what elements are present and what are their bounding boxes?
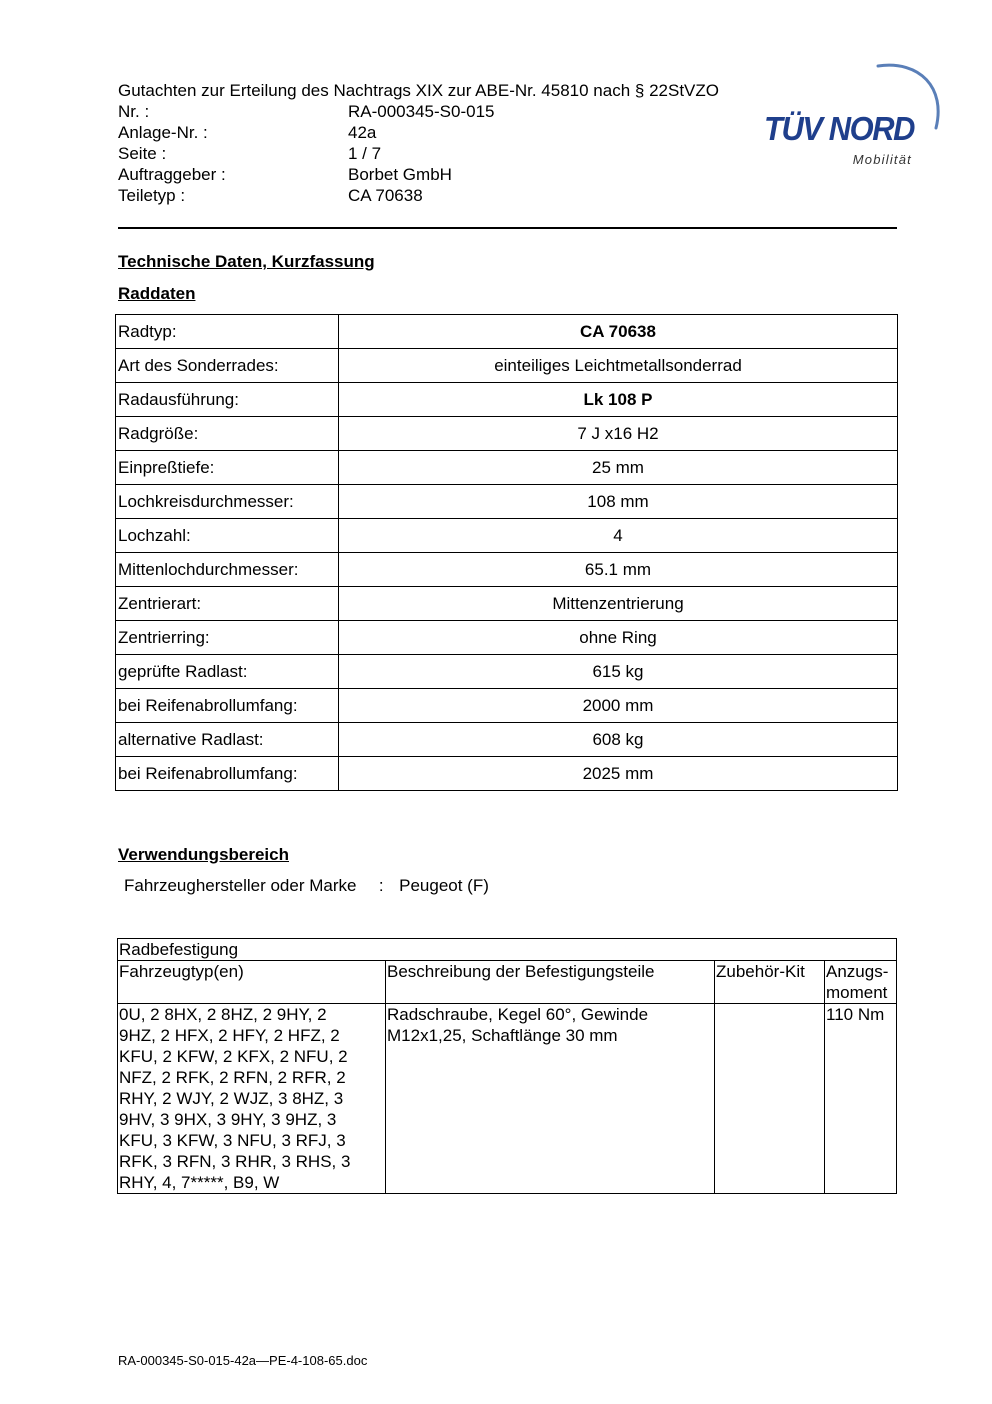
table-row — [116, 655, 898, 689]
raddaten-value: 2025 mm — [339, 757, 898, 791]
raddaten-value: 615 kg — [339, 655, 898, 689]
table-row — [116, 315, 898, 349]
raddaten-value: Mittenzentrierung — [339, 587, 898, 621]
table-header-row — [118, 961, 897, 1004]
beschreibung-line: Radschraube, Kegel 60°, Gewinde — [387, 1005, 649, 1024]
header-value: 42a — [348, 123, 377, 142]
header-value: Borbet GmbH — [348, 165, 452, 184]
fahrzeugtyp-line: KFU, 2 KFW, 2 KFX, 2 NFU, 2 — [119, 1047, 348, 1066]
fahrzeugtyp-line: 9HV, 3 9HX, 3 9HY, 3 9HZ, 3 — [119, 1110, 337, 1129]
footer-filename: RA-000345-S0-015-42a—PE-4-108-65.doc — [118, 1353, 368, 1368]
raddaten-value: einteiliges Leichtmetallsonderrad — [339, 349, 898, 383]
raddaten-label: geprüfte Radlast: — [116, 655, 339, 689]
raddaten-label: Einpreßtiefe: — [116, 451, 339, 485]
header-label: Teiletyp : — [118, 186, 186, 205]
header-label: Nr. : — [118, 102, 150, 121]
raddaten-label: bei Reifenabrollumfang: — [116, 757, 339, 791]
raddaten-value: 65.1 mm — [339, 553, 898, 587]
header-beschreibung: Beschreibung der Befestigungsteile — [386, 961, 715, 1004]
raddaten-value: 108 mm — [339, 485, 898, 519]
raddaten-label: Art des Sonderrades: — [116, 349, 339, 383]
raddaten-value: 608 kg — [339, 723, 898, 757]
cell-anzugsmoment: 110 Nm — [825, 1004, 897, 1194]
table-row — [118, 1004, 897, 1194]
raddaten-value: 25 mm — [339, 451, 898, 485]
fahrzeugtyp-line: NFZ, 2 RFK, 2 RFN, 2 RFR, 2 — [119, 1068, 346, 1087]
table-row — [116, 451, 898, 485]
section-raddaten: Raddaten — [118, 284, 196, 303]
raddaten-label: Mittenlochdurchmesser: — [116, 553, 339, 587]
cell-zubehoer-kit — [715, 1004, 825, 1194]
raddaten-value: Lk 108 P — [339, 383, 898, 417]
table-row — [116, 553, 898, 587]
raddaten-label: Radausführung: — [116, 383, 339, 417]
raddaten-value: ohne Ring — [339, 621, 898, 655]
header-fahrzeugtyp: Fahrzeugtyp(en) — [118, 961, 386, 1004]
header-zubehoer-kit: Zubehör-Kit — [715, 961, 825, 1004]
table-row — [116, 519, 898, 553]
header-label: Auftraggeber : — [118, 165, 226, 184]
table-row — [116, 757, 898, 791]
fahrzeughersteller-line — [124, 876, 489, 896]
table-row — [116, 383, 898, 417]
fahrzeughersteller-value: Peugeot (F) — [399, 876, 489, 895]
raddaten-label: Radtyp: — [116, 315, 339, 349]
table-row — [116, 587, 898, 621]
fahrzeugtyp-line: RHY, 2 WJY, 2 WJZ, 3 8HZ, 3 — [119, 1089, 344, 1108]
raddaten-table — [115, 314, 898, 791]
cell-beschreibung — [386, 1004, 715, 1194]
document-title: Gutachten zur Erteilung des Nachtrags XIX zur ABE-Nr. 45810 nach § 22StVZO — [118, 81, 719, 100]
fahrzeugtyp-line: 9HZ, 2 HFX, 2 HFY, 2 HFZ, 2 — [119, 1026, 340, 1045]
fahrzeugtyp-line: 0U, 2 8HX, 2 8HZ, 2 9HY, 2 — [119, 1005, 327, 1024]
section-verwendungsbereich: Verwendungsbereich — [118, 845, 289, 864]
fahrzeughersteller-separator: : — [378, 876, 384, 895]
raddaten-label: Zentrierring: — [116, 621, 339, 655]
table-row — [116, 349, 898, 383]
header-value: 1 / 7 — [348, 144, 382, 163]
header-anzugsmoment — [825, 961, 897, 1004]
table-row — [116, 485, 898, 519]
fahrzeughersteller-label: Fahrzeughersteller oder Marke — [124, 876, 357, 895]
fahrzeugtyp-line: RHY, 4, 7*****, B9, W — [119, 1173, 280, 1192]
table-row — [116, 723, 898, 757]
table-title-row — [118, 939, 897, 961]
header-value: CA 70638 — [348, 186, 423, 205]
table-row — [116, 417, 898, 451]
raddaten-label: bei Reifenabrollumfang: — [116, 689, 339, 723]
header-divider — [118, 227, 897, 229]
logo-brand: TÜV NORD — [764, 110, 915, 147]
header-anzugsmoment-line1: Anzugs- — [826, 962, 889, 981]
raddaten-label: Lochzahl: — [116, 519, 339, 553]
raddaten-label: Radgröße: — [116, 417, 339, 451]
table-row — [116, 621, 898, 655]
header-label: Seite : — [118, 144, 167, 163]
header-value: RA-000345-S0-015 — [348, 102, 495, 121]
logo-sub: Mobilität — [852, 152, 912, 167]
fahrzeugtyp-line: KFU, 3 KFW, 3 NFU, 3 RFJ, 3 — [119, 1131, 346, 1150]
radbefestigung-title: Radbefestigung — [118, 939, 897, 961]
section-technische-daten: Technische Daten, Kurzfassung — [118, 252, 375, 271]
raddaten-value: 2000 mm — [339, 689, 898, 723]
header-label: Anlage-Nr. : — [118, 123, 208, 142]
cell-fahrzeugtyp — [118, 1004, 386, 1194]
raddaten-label: Lochkreisdurchmesser: — [116, 485, 339, 519]
tuv-nord-logo — [760, 58, 944, 174]
table-row — [116, 689, 898, 723]
raddaten-value: 7 J x16 H2 — [339, 417, 898, 451]
fahrzeugtyp-line: RFK, 3 RFN, 3 RHR, 3 RHS, 3 — [119, 1152, 351, 1171]
beschreibung-line: M12x1,25, Schaftlänge 30 mm — [387, 1026, 618, 1045]
raddaten-value: CA 70638 — [339, 315, 898, 349]
raddaten-label: alternative Radlast: — [116, 723, 339, 757]
raddaten-value: 4 — [339, 519, 898, 553]
raddaten-label: Zentrierart: — [116, 587, 339, 621]
radbefestigung-table — [117, 938, 897, 1194]
header-anzugsmoment-line2: moment — [826, 983, 888, 1002]
